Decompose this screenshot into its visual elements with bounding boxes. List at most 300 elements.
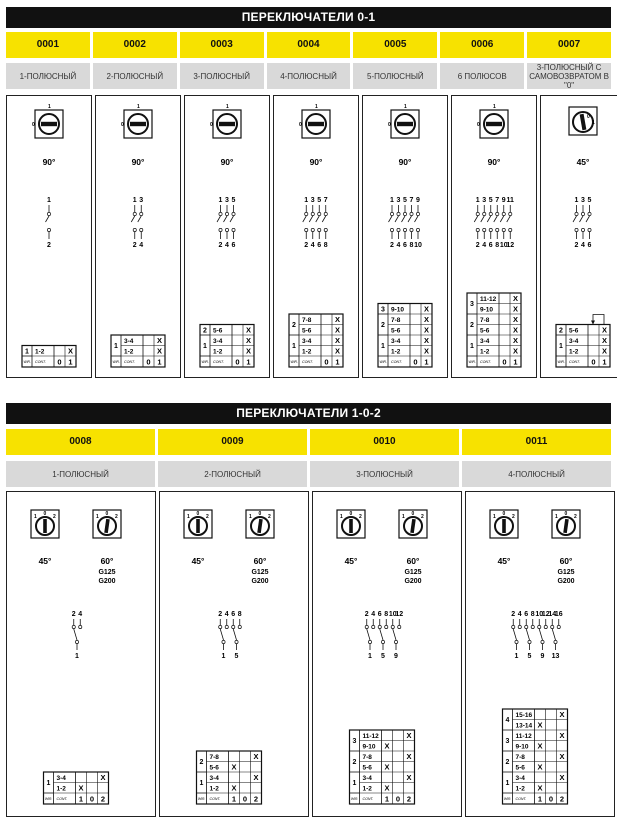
contact-blade [131, 216, 135, 222]
pos-label: 1 [493, 104, 496, 110]
contact-pair: 1-2 [302, 348, 312, 356]
pos-label: 0 [196, 511, 200, 517]
contact-node [581, 212, 584, 215]
position-header: 1 [231, 794, 237, 804]
terminal-label: 5 [234, 653, 239, 660]
terminal-label: 8 [530, 611, 535, 618]
contact-pair: 5-6 [391, 327, 401, 335]
terminal-label: 2 [390, 242, 394, 249]
knob-handle [130, 122, 146, 126]
legend-cont: CONT. [56, 797, 68, 801]
contact-node [525, 625, 528, 628]
legend-wire: WIR. [351, 797, 359, 801]
legend-wire: WIR. [504, 797, 512, 801]
contact-node [318, 212, 321, 215]
contact-node [509, 212, 512, 215]
contact-node [311, 212, 314, 215]
model-note: G200 [98, 578, 116, 585]
contact-blade [586, 216, 590, 222]
code-0003: 0003 [180, 32, 264, 58]
terminal-label: 8 [237, 611, 242, 618]
pos-label: 1 [555, 514, 558, 520]
group-number: 2 [352, 759, 357, 766]
contact-blade [138, 216, 142, 222]
pos-label: 2 [268, 514, 271, 520]
panel-0002 [95, 95, 181, 378]
pos-label: 2 [512, 514, 515, 520]
mark-x: X [512, 294, 519, 303]
terminal-label: 4 [224, 611, 229, 618]
contact-node [502, 228, 505, 231]
terminal-label: 10 [499, 242, 508, 249]
code-0008: 0008 [6, 429, 155, 455]
contact-blade [487, 216, 491, 222]
mark-x: X [406, 773, 412, 782]
mark-x: X [601, 325, 608, 335]
mark-x: X [406, 752, 412, 761]
contact-node [133, 212, 136, 215]
panel-diagram [96, 96, 180, 377]
contact-node [219, 625, 222, 628]
label-0008: 1-ПОЛЮСНЫЙ [6, 461, 155, 487]
mark-x: X [231, 783, 237, 793]
terminal-label: 16 [554, 611, 563, 618]
terminal-label: 5 [317, 197, 322, 204]
labels-row-1-0-2 [6, 461, 611, 487]
terminal-label: 2 [218, 611, 223, 618]
pos-label: 0 [121, 122, 124, 128]
contact-table [350, 730, 415, 804]
pos-label: 2 [359, 514, 362, 520]
contact-pair: 1-2 [391, 348, 401, 356]
mark-x: X [406, 731, 412, 740]
contact-pair: 3-4 [302, 337, 312, 345]
contact-blade [233, 629, 236, 640]
contact-node [476, 228, 479, 231]
contact-node [483, 212, 486, 215]
label-0011: 4-ПОЛЮСНЫЙ [462, 461, 611, 487]
contact-blade [415, 216, 419, 222]
contact-blade [224, 216, 228, 222]
mark-x: X [537, 762, 543, 772]
terminal-label: 2 [364, 611, 369, 618]
contact-blade [474, 216, 478, 222]
terminal-label: 4 [78, 611, 83, 618]
contact-blade [573, 216, 577, 222]
model-note: G200 [557, 578, 575, 585]
terminal-label: 11 [506, 197, 514, 204]
mark-x: X [601, 346, 608, 356]
contact-node [391, 625, 394, 628]
contact-pair: 1-2 [209, 785, 219, 793]
mark-x: X [423, 304, 430, 314]
pos-label: 1 [226, 104, 229, 110]
model-note: G125 [557, 569, 575, 576]
model-note: G125 [251, 569, 269, 576]
pos-label: 0 [477, 122, 480, 128]
panel-0008 [6, 491, 156, 817]
group-number: 3 [470, 301, 474, 308]
mark-x: X [231, 762, 237, 772]
contact-node [403, 228, 406, 231]
group-number: 1 [559, 343, 563, 350]
contact-table [378, 304, 432, 368]
mark-x: X [512, 336, 519, 345]
legend-wire: WIR. [201, 360, 209, 364]
contact-pair: 13-14 [515, 722, 533, 730]
panel-diagram [313, 492, 461, 816]
group-number: 1 [46, 780, 51, 787]
terminal-label: 2 [218, 242, 223, 249]
contact-blade [393, 629, 396, 640]
return-arrow-head [591, 321, 595, 325]
panel-0005 [362, 95, 448, 378]
position-header: 1 [537, 794, 543, 804]
contact-blade [380, 629, 383, 640]
terminal-label: 4 [581, 242, 585, 249]
panel-diagram [7, 96, 91, 377]
contact-node [416, 228, 419, 231]
position-header: 1 [513, 357, 518, 367]
position-header: 0 [324, 357, 329, 367]
rotation-angle: 45° [191, 556, 205, 566]
legend-wire: WIR. [112, 360, 120, 364]
contact-node [496, 212, 499, 215]
group-number: 2 [505, 759, 510, 766]
contact-node [541, 640, 544, 643]
codes-row-0-1 [6, 32, 611, 58]
contact-blade [408, 216, 412, 222]
rotation-angle: 60° [406, 556, 420, 566]
group-number: 2 [381, 322, 385, 329]
contact-node [509, 228, 512, 231]
mark-x: X [384, 762, 390, 772]
legend-cont: CONT. [35, 360, 46, 364]
contact-node [489, 212, 492, 215]
terminal-label: 2 [475, 242, 480, 249]
contact-pair: 1-2 [480, 348, 490, 356]
rotation-angle: 60° [100, 556, 114, 566]
terminal-label: 6 [317, 242, 322, 249]
group-number: 1 [25, 348, 29, 356]
pos-label: 1 [187, 514, 190, 520]
terminal-label: 6 [587, 242, 592, 249]
terminal-label: 1 [514, 653, 519, 660]
pos-label: 0 [349, 511, 353, 517]
contact-blade [395, 216, 399, 222]
model-note: G125 [404, 569, 422, 576]
group-number: 3 [505, 738, 510, 745]
contact-table [289, 314, 343, 367]
group-number: 3 [381, 306, 385, 314]
terminal-label: 3 [581, 197, 585, 204]
mark-x: X [245, 325, 252, 335]
panels-row-0-1 [6, 95, 611, 378]
contact-blade [526, 629, 529, 640]
code-0007: 0007 [527, 32, 611, 58]
pos-label: 0 [564, 511, 568, 517]
position-header: 1 [68, 357, 73, 367]
terminal-label: 1 [221, 653, 226, 660]
contact-node [538, 625, 541, 628]
rotation-angle: 90° [220, 157, 234, 167]
labels-row-0-1 [6, 63, 611, 89]
contact-pair: 5-6 [209, 764, 219, 772]
panel-0007 [540, 95, 617, 378]
legend-cont: CONT. [362, 797, 374, 801]
pos-label: 2 [115, 514, 118, 520]
contact-pair: 15-16 [515, 711, 533, 719]
contact-node [410, 212, 413, 215]
contact-node [551, 625, 554, 628]
terminal-label: 6 [231, 611, 236, 618]
contact-node [398, 625, 401, 628]
panel-0011 [465, 491, 615, 817]
terminal-label: 4 [517, 611, 522, 618]
knob-handle [397, 122, 413, 126]
knob-handle [219, 122, 235, 126]
pos-label: 1 [96, 514, 99, 520]
contact-node [397, 212, 400, 215]
panel-0009 [159, 491, 309, 817]
terminal-label: 7 [409, 197, 414, 204]
legend-wire: WIR. [468, 360, 476, 364]
group-number: 2 [470, 322, 474, 329]
legend-wire: WIR. [23, 360, 31, 364]
panel-diagram [185, 96, 269, 377]
knob-handle [502, 519, 506, 533]
section-title-0-1: ПЕРЕКЛЮЧАТЕЛИ 0-1 [6, 7, 611, 28]
terminal-label: 1 [132, 197, 137, 204]
mark-x: X [423, 346, 430, 356]
group-number: 2 [199, 759, 204, 766]
mark-x: X [334, 346, 341, 356]
group-number: 1 [505, 780, 510, 787]
contact-node [372, 625, 375, 628]
contact-pair: 5-6 [480, 327, 490, 335]
contact-node [390, 212, 393, 215]
terminal-label: 3 [482, 197, 487, 204]
contact-blade [74, 629, 77, 640]
panel-0006 [451, 95, 537, 378]
terminal-label: 5 [403, 197, 407, 204]
legend-wire: WIR. [379, 360, 387, 364]
terminal-label: 5 [381, 653, 385, 660]
label-0010: 3-ПОЛЮСНЫЙ [310, 461, 459, 487]
terminal-label: 4 [139, 242, 144, 249]
contact-node [518, 625, 521, 628]
rotation-angle: 45° [497, 556, 511, 566]
contact-node [47, 212, 50, 215]
pos-label: 1 [249, 514, 252, 520]
position-header: 0 [146, 357, 151, 367]
terminal-label: 1 [574, 197, 579, 204]
position-header: 1 [384, 794, 390, 804]
terminal-label: 9 [540, 653, 545, 660]
contact-pair: 1-2 [515, 785, 525, 793]
contact-blade [217, 216, 221, 222]
mark-x: X [100, 773, 106, 782]
terminal-label: 2 [132, 242, 137, 249]
terminal-label: 6 [231, 242, 236, 249]
pos-label: 0 [587, 114, 590, 120]
mark-x: X [156, 346, 163, 356]
legend-wire: WIR. [290, 360, 298, 364]
panel-diagram [541, 96, 617, 377]
group-number: 1 [114, 343, 118, 350]
contact-pair: 3-4 [124, 337, 134, 345]
mark-x: X [334, 315, 341, 324]
contact-node [554, 640, 557, 643]
group-number: 2 [292, 322, 296, 329]
mark-x: X [559, 773, 565, 782]
mark-x: X [245, 336, 252, 345]
contact-node [305, 228, 308, 231]
panels-row-1-0-2 [6, 491, 611, 817]
contact-node [410, 228, 413, 231]
terminal-label: 1 [304, 197, 309, 204]
mark-x: X [512, 315, 519, 324]
position-header: 1 [78, 794, 84, 804]
terminal-label: 9 [394, 653, 398, 660]
pos-label: 0 [299, 122, 302, 128]
contact-pair: 3-4 [209, 774, 219, 782]
contact-pair: 3-4 [56, 774, 66, 782]
rotation-angle: 45° [38, 556, 52, 566]
terminal-label: 2 [71, 611, 76, 618]
section-title-1-0-2: ПЕРЕКЛЮЧАТЕЛИ 1-0-2 [6, 403, 611, 424]
contact-node [238, 625, 241, 628]
codes-row-1-0-2 [6, 429, 611, 455]
pos-label: 1 [34, 514, 37, 520]
position-header: 2 [406, 794, 412, 804]
contact-node [75, 640, 78, 643]
panel-diagram [466, 492, 614, 816]
mark-x: X [537, 783, 543, 793]
pos-label: 2 [421, 514, 424, 520]
legend-cont: CONT. [124, 360, 135, 364]
rotation-angle: 90° [487, 157, 501, 167]
code-0006: 0006 [440, 32, 524, 58]
position-header: 0 [413, 357, 418, 367]
pos-label: 0 [388, 122, 391, 128]
terminal-label: 2 [511, 611, 516, 618]
label-0009: 2-ПОЛЮСНЫЙ [158, 461, 307, 487]
contact-pair: 5-6 [302, 327, 312, 335]
contact-pair: 1-2 [362, 785, 372, 793]
label-0006: 6 ПОЛЮСОВ [440, 63, 524, 89]
mark-x: X [67, 346, 74, 356]
panel-diagram [363, 96, 447, 377]
position-header: 0 [395, 794, 401, 804]
contact-pair: 7-8 [302, 316, 312, 324]
terminal-label: 3 [310, 197, 315, 204]
terminal-label: 14 [548, 611, 557, 618]
terminal-label: 3 [396, 197, 401, 204]
group-number: 3 [352, 738, 357, 745]
position-header: 0 [502, 357, 507, 367]
terminal-label: 4 [482, 242, 487, 249]
contact-node [133, 228, 136, 231]
terminal-label: 1 [47, 197, 51, 204]
contact-node [47, 228, 50, 231]
knob-handle [486, 122, 502, 126]
terminal-label: 4 [396, 242, 401, 249]
legend-cont: CONT. [391, 360, 402, 364]
pos-label: 1 [48, 104, 51, 110]
contact-node [515, 640, 518, 643]
contact-node [489, 228, 492, 231]
contact-node [225, 625, 228, 628]
contact-pair: 11-12 [362, 732, 379, 740]
panel-0010 [312, 491, 462, 817]
group-number: 4 [505, 717, 510, 724]
contact-node [225, 228, 228, 231]
code-0002: 0002 [93, 32, 177, 58]
contact-node [235, 640, 238, 643]
mark-x: X [334, 336, 341, 345]
terminal-label: 2 [574, 242, 579, 249]
rotation-angle: 60° [253, 556, 267, 566]
group-number: 1 [292, 343, 296, 350]
contact-table [197, 751, 262, 804]
contact-node [365, 625, 368, 628]
pos-label: 2 [574, 514, 577, 520]
legend-cont: CONT. [480, 360, 491, 364]
legend-cont: CONT. [569, 360, 580, 364]
label-0001: 1-ПОЛЮСНЫЙ [6, 63, 90, 89]
legend-wire: WIR. [557, 360, 565, 364]
terminal-label: 8 [384, 611, 389, 618]
label-0003: 3-ПОЛЮСНЫЙ [180, 63, 264, 89]
terminal-label: 10 [388, 611, 397, 618]
contact-pair: 1-2 [56, 785, 66, 793]
pos-label: 0 [411, 511, 415, 517]
contact-pair: 9-10 [362, 743, 376, 751]
contact-node [531, 625, 534, 628]
terminal-label: 10 [535, 611, 544, 618]
position-header: 2 [253, 794, 259, 804]
rotation-angle: 90° [42, 157, 56, 167]
group-number: 1 [203, 343, 207, 350]
contact-table [22, 346, 76, 368]
contact-pair: 1-2 [569, 348, 579, 356]
pos-label: 1 [404, 104, 407, 110]
mark-x: X [512, 325, 519, 335]
contact-pair: 3-4 [391, 337, 401, 345]
contact-node [483, 228, 486, 231]
contact-pair: 7-8 [480, 316, 490, 324]
contact-node [140, 228, 143, 231]
position-header: 0 [89, 794, 95, 804]
legend-wire: WIR. [198, 797, 206, 801]
rotation-angle: 45° [576, 157, 590, 167]
terminal-label: 12 [395, 611, 404, 618]
contact-node [588, 212, 591, 215]
contact-blade [552, 629, 555, 640]
contact-blade [316, 216, 320, 222]
mark-x: X [156, 336, 163, 345]
contact-node [394, 640, 397, 643]
terminal-label: 10 [414, 242, 422, 249]
terminal-label: 5 [587, 197, 592, 204]
legend-cont: CONT. [515, 797, 527, 801]
rotation-angle: 45° [344, 556, 358, 566]
pos-label: 0 [210, 122, 213, 128]
rotation-angle: 90° [398, 157, 412, 167]
terminal-label: 8 [409, 242, 414, 249]
terminal-label: 1 [390, 197, 394, 204]
